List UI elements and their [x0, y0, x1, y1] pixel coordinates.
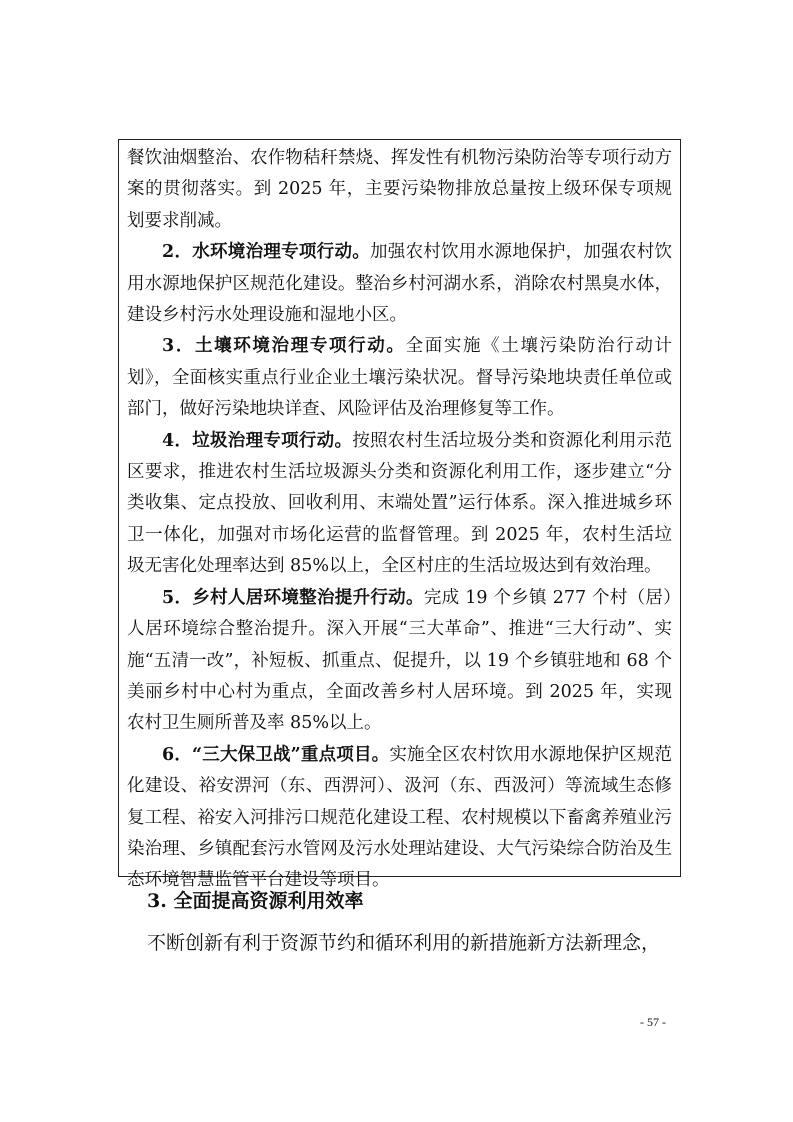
action-item-heading: 5．乡村人居环境整治提升行动。: [162, 587, 424, 608]
action-item-text: 加强农村饮用水源地保护，加强农村饮用水源地保护区规范化建设。整治乡村河湖水系，消除农村黑臭水体，建设乡村污水处理设施和湿地小区。: [127, 242, 672, 326]
action-item-text: 完成 19 个乡镇 277 个村（居）人居环境综合整治提升。深入开展“三大革命”、推进“三大行动”、实施“五清一改”，补短板、抓重点、促提升，以 19 个乡镇驻地和 68 个美丽乡村中心村为重点，全面改善乡村人居环境。到 2025 年，实现农村卫生厕所普及率 85%以上。: [127, 587, 672, 734]
action-item-heading: 4．垃圾治理专项行动。: [162, 430, 353, 451]
action-item-key-projects: [127, 740, 672, 897]
action-item-heading: 2．水环境治理专项行动。: [162, 242, 371, 263]
page-number: - 57 -: [640, 1015, 666, 1029]
action-item-living-environment: [127, 583, 672, 740]
bordered-text-box: [118, 139, 681, 891]
action-item-garbage: [127, 426, 672, 583]
section-body-paragraph: 不断创新有利于资源节约和循环利用的新措施新方法新理念，: [147, 932, 661, 954]
action-item-text: 全面实施《土壤污染防治行动计划》，全面核实重点行业企业土壤污染状况。督导污染地块责任单位或部门，做好污染地块详查、风险评估及治理修复等工作。: [127, 336, 672, 420]
action-item-heading: 3．土壤环境治理专项行动。: [162, 336, 406, 357]
box-intro-paragraph: 餐饮油烟整治、农作物秸秆禁烧、挥发性有机物污染防治等专项行动方案的贯彻落实。到 2025 年，主要污染物排放总量按上级环保专项规划要求削减。: [127, 148, 672, 231]
action-item-soil: [127, 331, 672, 425]
section-heading: 3. 全面提高资源利用效率: [147, 890, 364, 912]
action-item-water: [127, 237, 672, 331]
action-item-text: 按照农村生活垃圾分类和资源化利用示范区要求，推进农村生活垃圾源头分类和资源化利用工作，逐步建立“分类收集、定点投放、回收利用、末端处置”运行体系。深入推进城乡环卫一体化，加强对市场化运营的监督管理。到 2025 年，农村生活垃圾无害化处理率达到 85%以上，全区村庄的生活垃圾达到有效治理。: [127, 430, 672, 577]
action-item-heading: 6．“三大保卫战”重点项目。: [162, 744, 390, 765]
action-item-text: 实施全区农村饮用水源地保护区规范化建设、裕安淠河（东、西淠河）、汲河（东、西汲河）等流域生态修复工程、裕安入河排污口规范化建设工程、农村规模以下畜禽养殖业污染治理、乡镇配套污水管网及污水处理站建设、大气污染综合防治及生态环境智慧监管平台建设等项目。: [127, 744, 672, 891]
